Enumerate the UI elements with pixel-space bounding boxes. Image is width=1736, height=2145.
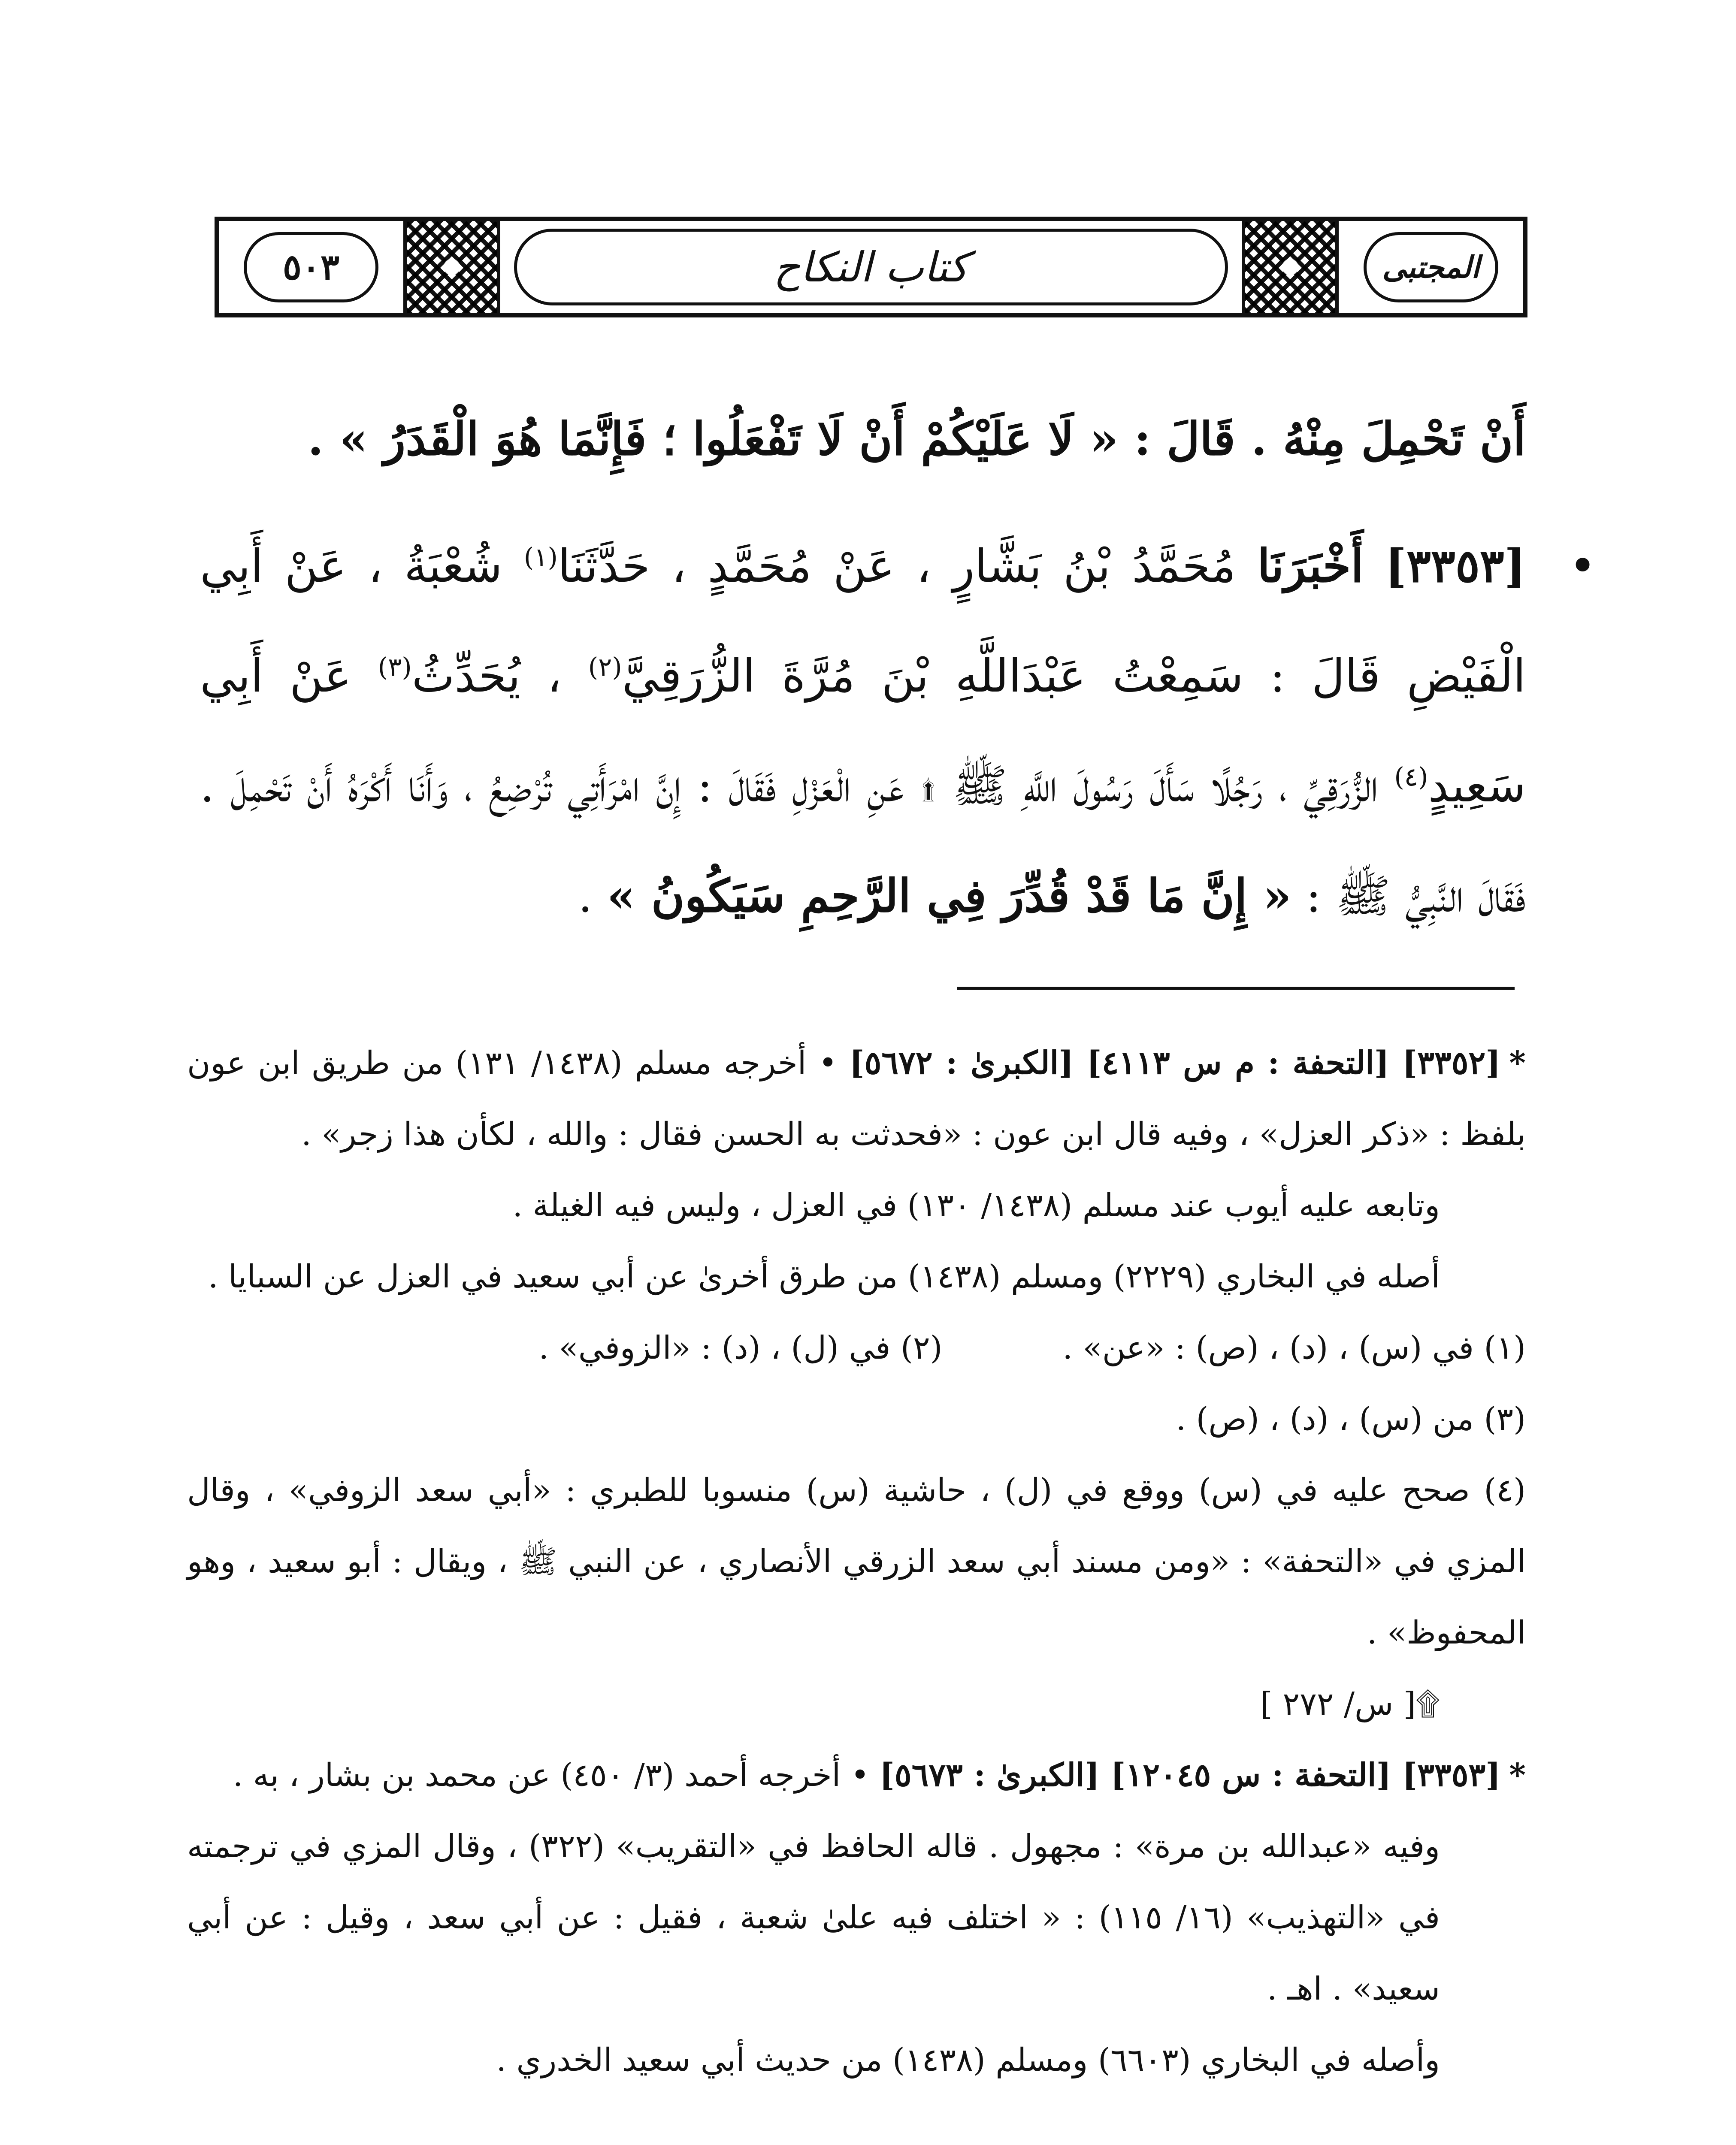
asterisk-icon: * [1509,1045,1526,1082]
note-3352 [187,1027,1526,1170]
note-3353-para-3: وأصله في البخاري (٦٦٠٣) ومسلم (١٤٣٨) من حديث أبي سعيد الخدري . [496,2042,1440,2079]
note-3353-text: • أخرجه أحمد (٣/ ٤٥٠) عن محمد بن بشار ، به . [233,1757,880,1794]
hadith-continuation-line: أَنْ تَحْمِلَ مِنْهُ . قَالَ : « لَا عَلَيْكُمْ أَنْ لَا تَفْعَلُوا ؛ فَإِنَّمَا هُوَ الْقَدَرُ » . [308,412,1526,465]
footnote-ref-4: (٤) [1394,762,1428,792]
prophet-quote: « إِنَّ مَا قَدْ قُدِّرَ فِي الرَّحِمِ سَيَكُونُ » [607,869,1291,922]
note-3352-para-2: وتابعه عليه أيوب عند مسلم (١٤٣٨/ ١٣٠) في العزل ، وليس فيه الغيلة . [512,1187,1440,1224]
chapter-title-box [500,221,1242,313]
footnote-divider [957,987,1515,990]
isnad-part-3: ، يُحَدِّثُ [411,650,588,702]
hadith-3353 [200,511,1597,951]
book-logo: المجتبى [1364,232,1498,302]
ornament-left-icon [407,221,500,313]
bullet-icon: • [1569,538,1597,593]
footnotes [187,1027,1526,2096]
running-header [215,217,1527,317]
matn-text: الزُّرَقِيِّ ، رَجُلًا سَأَلَ رَسُولَ اللَّهِ ﷺ ۩ عَنِ الْعَزْلِ فَقَالَ : إِنَّ امْرَأَتِي تُرْضِعُ ، وَأَنَا أَكْرَهُ أَنْ تَحْمِلَ . فَقَالَ النَّبِيُّ ﷺ : [200,759,1526,922]
page-number: ٥٠٣ [244,232,378,302]
footnote-2: (٢) في (ل) ، (د) : «الزوفي» . [538,1329,943,1366]
page-ref: ۩[ س/ ٢٧٢ ] [1260,1686,1440,1722]
footnote-ref-3: (٣) [378,652,412,683]
footnote-4: (٤) صحح عليه في (س) ووقع في (ل) ، حاشية (س) منسوبا للطبري : «أبي سعد الزوفي» ، وقال المزي في «التحفة» : «ومن مسند أبي سعد الزرقي الأنصاري ، عن النبي ﷺ ، ويقال : أبو سعيد ، وهو المحفوظ» . [187,1472,1526,1651]
footnote-row [187,1312,1526,1384]
footnote-1: (١) في (س) ، (د) ، (ص) : «عن» . [1062,1329,1526,1366]
footnote-3: (٣) من (س) ، (د) ، (ص) . [1176,1401,1526,1438]
note-3353-para-2: وفيه «عبدالله بن مرة» : مجهول . قاله الحافظ في «التقريب» (٣٢٢) ، وقال المزي في ترجمته في «التهذيب» (١٦/ ١١٥) : « اختلف فيه علىٰ شعبة ، فقيل : عن أبي سعد ، وقيل : عن أبي سعيد» . اهـ . [187,1828,1440,2007]
note-3352-text: • أخرجه مسلم (١٤٣٨/ ١٣١) من طريق ابن عون بلفظ : «ذكر العزل» ، وفيه قال ابن عون : «فحدثت به الحسن فقال : والله ، لكأن هذا زجر» . [187,1045,1526,1153]
ornament-right-icon [1242,221,1335,313]
footnote-ref-1: (١) [523,542,558,573]
note-3352-head: [٣٣٥٢] [التحفة : م س ٤١١٣] [الكبرىٰ : ٥٦٧٢] [849,1045,1501,1082]
main-text [200,384,1597,951]
chapter-title: كتاب النكاح [514,229,1228,305]
footnote-ref-2: (٢) [588,652,622,683]
hadith-end: . [578,870,607,922]
hadith-number: [٣٣٥٣] [1385,539,1526,592]
note-3352-para-3: أصله في البخاري (٢٢٢٩) ومسلم (١٤٣٨) من طرق أخرىٰ عن أبي سعيد في العزل عن السبايا . [208,1258,1440,1295]
page-number-box [219,221,407,313]
asterisk-icon: * [1509,1757,1526,1794]
akhbarana-word: أَخْبَرَنَا [1257,539,1364,592]
note-3353-head: [٣٣٥٣] [التحفة : س ١٢٠٤٥] [الكبرىٰ : ٥٦٧٣] [879,1757,1501,1794]
isnad-part-4: عَنْ أَبِي سَعِيدٍ [200,650,1526,812]
book-logo-box [1335,221,1523,313]
isnad-part-1: مُحَمَّدُ بْنُ بَشَّارٍ ، عَنْ مُحَمَّدٍ ، حَدَّثَنَا [557,540,1258,592]
note-3353 [187,1740,1526,1811]
isnad-part-2: شُعْبَةُ ، عَنْ أَبِي الْفَيْضِ قَالَ : سَمِعْتُ عَبْدَاللَّهِ بْنَ مُرَّةَ الزُّرَقِيَّ [200,540,1526,702]
